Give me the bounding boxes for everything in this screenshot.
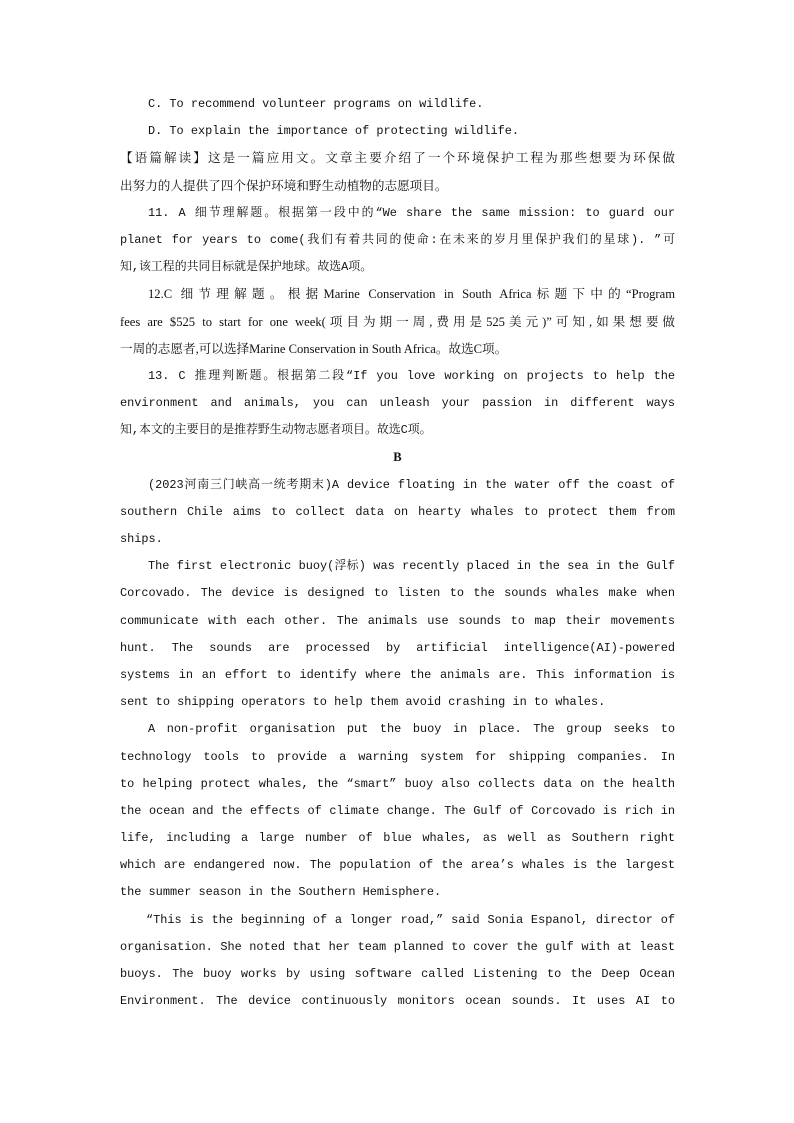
passage-b-p2-line-3: communicate with each other. The animals use sounds to map their movements	[120, 613, 675, 628]
passage-b-p3-line-6: which are endangered now. The population of the area’s whales is the largest	[120, 858, 675, 873]
option-c: C. To recommend volunteer programs on wildlife.	[148, 97, 484, 111]
passage-b-p2-line-1: The first electronic buoy(浮标) was recently placed in the sea in the Gulf	[148, 559, 675, 574]
answer-11-line-1: 11. A 细节理解题。根据第一段中的“We share the same mission: to guard our	[148, 205, 675, 220]
passage-b-p2-line-6: sent to shipping operators to help them avoid crashing in to whales.	[120, 695, 606, 710]
passage-b-p4-line-2: organisation. She noted that her team planned to cover the gulf with at least	[120, 939, 675, 954]
answer-11-line-2: planet for years to come(我们有着共同的使命:在未来的岁月里保护我们的星球). ”可	[120, 232, 675, 247]
answer-13-line-2: environment and animals, you can unleash your passion in different ways	[120, 396, 675, 411]
passage-b-p3-line-2: technology tools to provide a warning system for shipping companies. In	[120, 749, 675, 764]
answer-13-line-1: 13. C 推理判断题。根据第二段“If you love working on projects to help the	[148, 368, 675, 383]
passage-b-p2-line-4: hunt. The sounds are processed by artificial intelligence(AI)-powered	[120, 640, 675, 655]
passage-b-p4-line-4: Environment. The device continuously monitors ocean sounds. It uses AI to	[120, 994, 675, 1009]
answer-12-line-3: 一周的志愿者,可以选择Marine Conservation in South Africa。故选C项。	[120, 341, 508, 356]
passage-b-p3-line-4: the ocean and the effects of climate change. The Gulf of Corcovado is rich in	[120, 803, 675, 818]
analysis-heading-line-2: 出努力的人提供了四个保护环境和野生动植物的志愿项目。	[120, 178, 448, 193]
passage-b-p4-line-3: buoys. The buoy works by using software called Listening to the Deep Ocean	[120, 967, 675, 981]
passage-b-p1-line-1: (2023河南三门峡高一统考期末)A device floating in the water off the coast of	[148, 477, 675, 492]
option-d: D. To explain the importance of protecting wildlife.	[148, 124, 520, 139]
passage-b-p3-line-1: A non-profit organisation put the buoy in place. The group seeks to	[148, 722, 675, 737]
answer-12-line-2: fees are $525 to start for one week(项目为期一周,费用是525美元)”可知,如果想要做	[120, 314, 675, 329]
passage-b-p2-line-2: Corcovado. The device is designed to listen to the sounds whales make when	[120, 586, 675, 601]
passage-b-p3-line-5: life, including a large number of blue whales, as well as Southern right	[120, 831, 675, 846]
passage-b-p3-line-3: to helping protect whales, the “smart” buoy also collects data on the health	[120, 776, 675, 791]
passage-b-p2-line-5: systems in an effort to identify where the animals are. This information is	[120, 667, 675, 682]
answer-12-line-1: 12.C 细节理解题。根据Marine Conservation in South Africa标题下中的“Program	[148, 287, 675, 302]
document-page	[120, 91, 675, 1015]
passage-b-p4-line-1: “This is the beginning of a longer road,” said Sonia Espanol, director of	[146, 912, 675, 927]
passage-b-p3-line-7: the summer season in the Southern Hemisphere.	[120, 885, 442, 900]
analysis-heading-line-1: 【语篇解读】这是一篇应用文。文章主要介绍了一个环境保护工程为那些想要为环保做	[120, 151, 675, 166]
passage-b-p1-line-2: southern Chile aims to collect data on hearty whales to protect them from	[120, 504, 675, 519]
answer-13-line-3: 知,本文的主要目的是推荐野生动物志愿者项目。故选C项。	[120, 423, 432, 438]
answer-11-line-3: 知,该工程的共同目标就是保护地球。故选A项。	[120, 260, 373, 275]
section-b-label: B	[393, 450, 402, 465]
passage-b-p1-line-3: ships.	[120, 532, 163, 546]
